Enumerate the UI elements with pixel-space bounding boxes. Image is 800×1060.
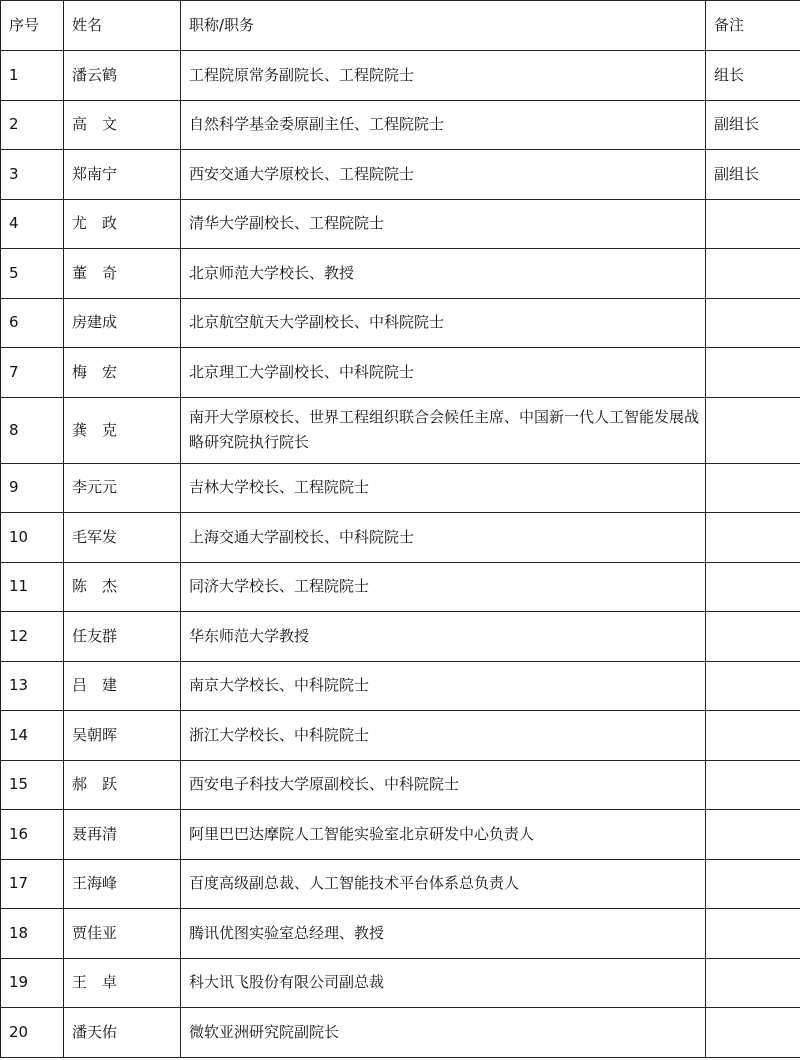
row-name: 王海峰 <box>64 859 181 909</box>
table-row <box>1 348 800 398</box>
row-index: 2 <box>1 100 64 150</box>
table-row <box>1 51 800 101</box>
row-title: 南京大学校长、中科院院士 <box>181 661 706 711</box>
row-note: 组长 <box>706 51 800 101</box>
table-header-row <box>1 1 800 51</box>
row-index: 4 <box>1 199 64 249</box>
header-title: 职称/职务 <box>181 1 706 51</box>
table-row <box>1 711 800 761</box>
row-note: 副组长 <box>706 150 800 200</box>
header-index: 序号 <box>1 1 64 51</box>
row-index: 19 <box>1 958 64 1008</box>
row-note <box>706 298 800 348</box>
row-name: 尤 政 <box>64 199 181 249</box>
header-name: 姓名 <box>64 1 181 51</box>
row-name: 郝 跃 <box>64 760 181 810</box>
row-name: 吴朝晖 <box>64 711 181 761</box>
row-note <box>706 513 800 563</box>
table-row <box>1 199 800 249</box>
row-title: 腾讯优图实验室总经理、教授 <box>181 909 706 959</box>
row-title: 工程院原常务副院长、工程院院士 <box>181 51 706 101</box>
row-index: 10 <box>1 513 64 563</box>
row-name: 聂再清 <box>64 810 181 860</box>
row-index: 1 <box>1 51 64 101</box>
row-index: 13 <box>1 661 64 711</box>
table-row <box>1 100 800 150</box>
table-row <box>1 463 800 513</box>
row-index: 14 <box>1 711 64 761</box>
table-row <box>1 859 800 909</box>
row-note <box>706 348 800 398</box>
row-title: 自然科学基金委原副主任、工程院院士 <box>181 100 706 150</box>
row-name: 陈 杰 <box>64 562 181 612</box>
row-title: 北京理工大学副校长、中科院院士 <box>181 348 706 398</box>
row-note <box>706 199 800 249</box>
row-index: 8 <box>1 397 64 463</box>
row-index: 18 <box>1 909 64 959</box>
row-title: 上海交通大学副校长、中科院院士 <box>181 513 706 563</box>
table-row <box>1 562 800 612</box>
table-row <box>1 612 800 662</box>
row-name: 毛军发 <box>64 513 181 563</box>
row-title: 同济大学校长、工程院院士 <box>181 562 706 612</box>
row-note <box>706 711 800 761</box>
row-note: 副组长 <box>706 100 800 150</box>
row-title: 微软亚洲研究院副院长 <box>181 1008 706 1058</box>
row-note <box>706 859 800 909</box>
row-title: 西安交通大学原校长、工程院院士 <box>181 150 706 200</box>
row-index: 6 <box>1 298 64 348</box>
row-name: 潘云鹤 <box>64 51 181 101</box>
row-note <box>706 397 800 463</box>
row-name: 李元元 <box>64 463 181 513</box>
row-title: 南开大学原校长、世界工程组织联合会候任主席、中国新一代人工智能发展战略研究院执行院长 <box>181 397 706 463</box>
row-index: 5 <box>1 249 64 299</box>
row-name: 贾佳亚 <box>64 909 181 959</box>
row-index: 3 <box>1 150 64 200</box>
row-note <box>706 958 800 1008</box>
table-row <box>1 810 800 860</box>
table-row <box>1 249 800 299</box>
table-row <box>1 909 800 959</box>
table-row <box>1 661 800 711</box>
row-note <box>706 909 800 959</box>
table-row <box>1 1008 800 1058</box>
row-title: 阿里巴巴达摩院人工智能实验室北京研发中心负责人 <box>181 810 706 860</box>
row-name: 龚 克 <box>64 397 181 463</box>
row-title: 百度高级副总裁、人工智能技术平台体系总负责人 <box>181 859 706 909</box>
row-title: 清华大学副校长、工程院院士 <box>181 199 706 249</box>
row-note <box>706 463 800 513</box>
table-row <box>1 150 800 200</box>
row-index: 15 <box>1 760 64 810</box>
row-name: 吕 建 <box>64 661 181 711</box>
row-index: 11 <box>1 562 64 612</box>
table-row <box>1 397 800 463</box>
table-row <box>1 298 800 348</box>
row-title: 科大讯飞股份有限公司副总裁 <box>181 958 706 1008</box>
row-title: 浙江大学校长、中科院院士 <box>181 711 706 761</box>
row-name: 王 卓 <box>64 958 181 1008</box>
row-index: 17 <box>1 859 64 909</box>
row-index: 16 <box>1 810 64 860</box>
table-row <box>1 760 800 810</box>
table-row <box>1 513 800 563</box>
row-name: 梅 宏 <box>64 348 181 398</box>
row-note <box>706 1008 800 1058</box>
row-name: 郑南宁 <box>64 150 181 200</box>
row-index: 7 <box>1 348 64 398</box>
row-name: 高 文 <box>64 100 181 150</box>
row-title: 华东师范大学教授 <box>181 612 706 662</box>
row-note <box>706 810 800 860</box>
table-row <box>1 958 800 1008</box>
row-index: 12 <box>1 612 64 662</box>
row-title: 吉林大学校长、工程院院士 <box>181 463 706 513</box>
row-index: 9 <box>1 463 64 513</box>
row-note <box>706 612 800 662</box>
row-name: 董 奇 <box>64 249 181 299</box>
row-title: 北京师范大学校长、教授 <box>181 249 706 299</box>
row-note <box>706 562 800 612</box>
row-title: 北京航空航天大学副校长、中科院院士 <box>181 298 706 348</box>
row-name: 潘天佑 <box>64 1008 181 1058</box>
row-name: 任友群 <box>64 612 181 662</box>
header-note: 备注 <box>706 1 800 51</box>
row-note <box>706 249 800 299</box>
row-name: 房建成 <box>64 298 181 348</box>
row-note <box>706 661 800 711</box>
row-note <box>706 760 800 810</box>
row-title: 西安电子科技大学原副校长、中科院院士 <box>181 760 706 810</box>
row-index: 20 <box>1 1008 64 1058</box>
